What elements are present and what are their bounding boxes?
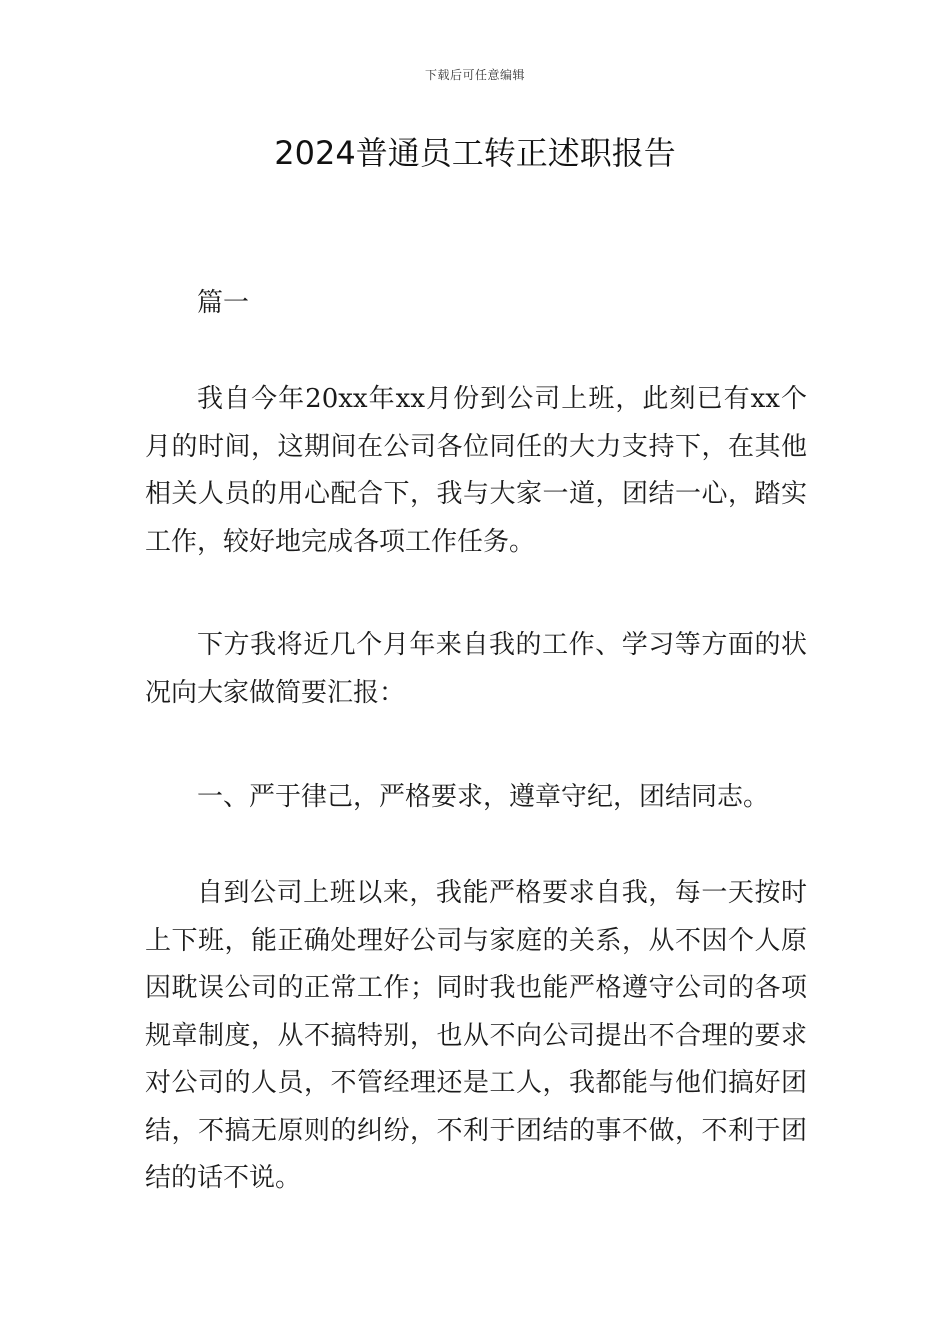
paragraph-intro: 我自今年20xx年xx月份到公司上班，此刻已有xx个月的时间，这期间在公司各位同任的大力支持下，在其他相关人员的用心配合下，我与大家一道，团结一心，踏实工作，较好地完成各项工作任务。 <box>145 384 807 557</box>
document-title: 2024普通员工转正述职报告 <box>274 134 676 172</box>
paragraph-heading-one: 一、严于律己，严格要求，遵章守纪，团结同志。 <box>197 782 770 812</box>
header-note: 下载后可任意编辑 <box>424 68 525 82</box>
paragraph-discipline: 自到公司上班以来，我能严格要求自我，每一天按时上下班，能正确处理好公司与家庭的关系，从不因个人原因耽误公司的正常工作；同时我也能严格遵守公司的各项规章制度，从不搞特别，也从不向公司提出不合理的要求对公司的人员，不管经理还是工人，我都能与他们搞好团结，不搞无原则的纠纷，不利于团结的事不做，不利于团结的话不说。 <box>145 878 807 1193</box>
section-label: 篇一 <box>197 288 250 318</box>
paragraph-summary-lead: 下方我将近几个月年来自我的工作、学习等方面的状况向大家做简要汇报： <box>145 630 807 708</box>
